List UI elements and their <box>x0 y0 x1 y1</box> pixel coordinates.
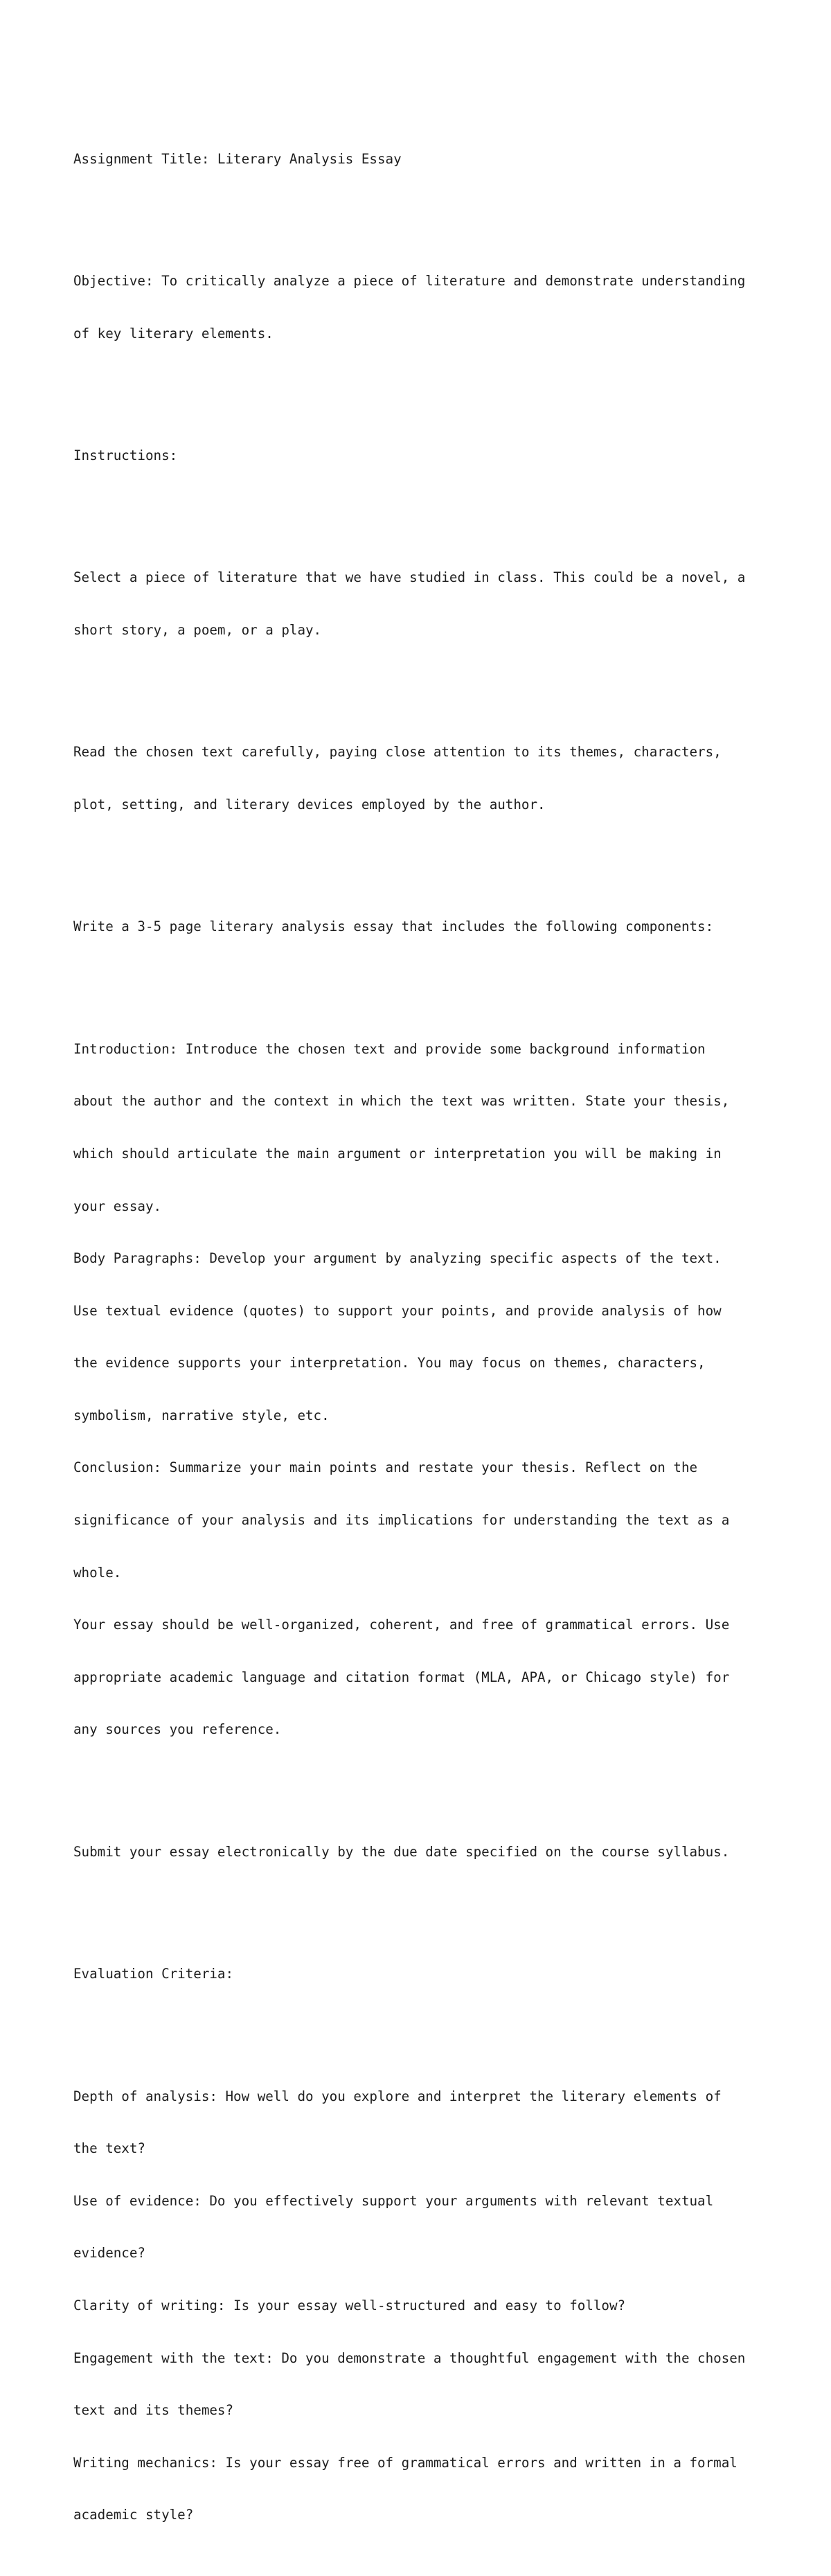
component-line: Conclusion: Summarize your main points and restate your thesis. Reflect on the <box>73 1459 698 1476</box>
criteria-line: evidence? <box>73 2245 145 2262</box>
spacer <box>73 377 773 394</box>
instruction-submit-line: Submit your essay electronically by the due date specified on the course syllabus. <box>73 1843 730 1860</box>
component-line: appropriate academic language and citation format (MLA, APA, or Chicago style) for <box>73 1669 730 1685</box>
spacer <box>73 499 773 517</box>
objective-line: Objective: To critically analyze a piece of literature and demonstrate understanding <box>73 273 746 289</box>
criteria-line: the text? <box>73 2140 145 2157</box>
component-line: Body Paragraphs: Develop your argument by analyzing specific aspects of the text. <box>73 1250 722 1267</box>
spacer <box>73 674 773 691</box>
component-line: which should articulate the main argument or interpretation you will be making in <box>73 1145 722 1162</box>
spacer <box>73 2018 773 2035</box>
component-line: symbolism, narrative style, etc. <box>73 1407 330 1423</box>
instruction-read-line: Read the chosen text carefully, paying close attention to its themes, characters, <box>73 744 722 761</box>
component-line: any sources you reference. <box>73 1721 282 1738</box>
criteria-line: Writing mechanics: Is your essay free of grammatical errors and written in a formal <box>73 2454 738 2471</box>
objective-line: of key literary elements. <box>73 325 274 341</box>
evaluation-heading: Evaluation Criteria: <box>73 1966 234 1982</box>
document-body <box>73 98 773 2576</box>
component-line: your essay. <box>73 1198 162 1214</box>
instructions-heading: Instructions: <box>73 447 178 463</box>
instruction-select-line: short story, a poem, or a play. <box>73 621 322 638</box>
criteria-line: text and its themes? <box>73 2402 234 2419</box>
component-line: the evidence supports your interpretation. You may focus on themes, characters, <box>73 1355 706 1371</box>
component-line: significance of your analysis and its implications for understanding the text as a <box>73 1512 730 1529</box>
instruction-select-line: Select a piece of literature that we have studied in class. This could be a novel, a <box>73 569 746 586</box>
component-line: about the author and the context in which the text was written. State your thesis, <box>73 1093 730 1110</box>
component-line: Your essay should be well-organized, coherent, and free of grammatical errors. Use <box>73 1617 730 1633</box>
component-line: whole. <box>73 1564 122 1581</box>
criteria-line: Clarity of writing: Is your essay well-structured and easy to follow? <box>73 2298 626 2313</box>
spacer <box>73 849 773 866</box>
criteria-line: Engagement with the text: Do you demonstrate a thoughtful engagement with the chosen <box>73 2350 746 2366</box>
spacer <box>73 202 773 220</box>
component-line: Introduction: Introduce the chosen text and provide some background information <box>73 1040 706 1057</box>
criteria-line: academic style? <box>73 2507 194 2523</box>
instruction-read-line: plot, setting, and literary devices employed by the author. <box>73 796 546 812</box>
criteria-line: Depth of analysis: How well do you explore and interpret the literary elements of <box>73 2088 722 2104</box>
component-line: Use textual evidence (quotes) to support your points, and provide analysis of how <box>73 1302 722 1319</box>
spacer <box>73 1773 773 1791</box>
spacer <box>73 970 773 988</box>
criteria-line: Use of evidence: Do you effectively support your arguments with relevant textual <box>73 2192 714 2209</box>
instruction-write-line: Write a 3-5 page literary analysis essay that includes the following components: <box>73 918 714 935</box>
assignment-title: Assignment Title: Literary Analysis Essay <box>73 150 402 167</box>
spacer <box>73 1895 773 1912</box>
